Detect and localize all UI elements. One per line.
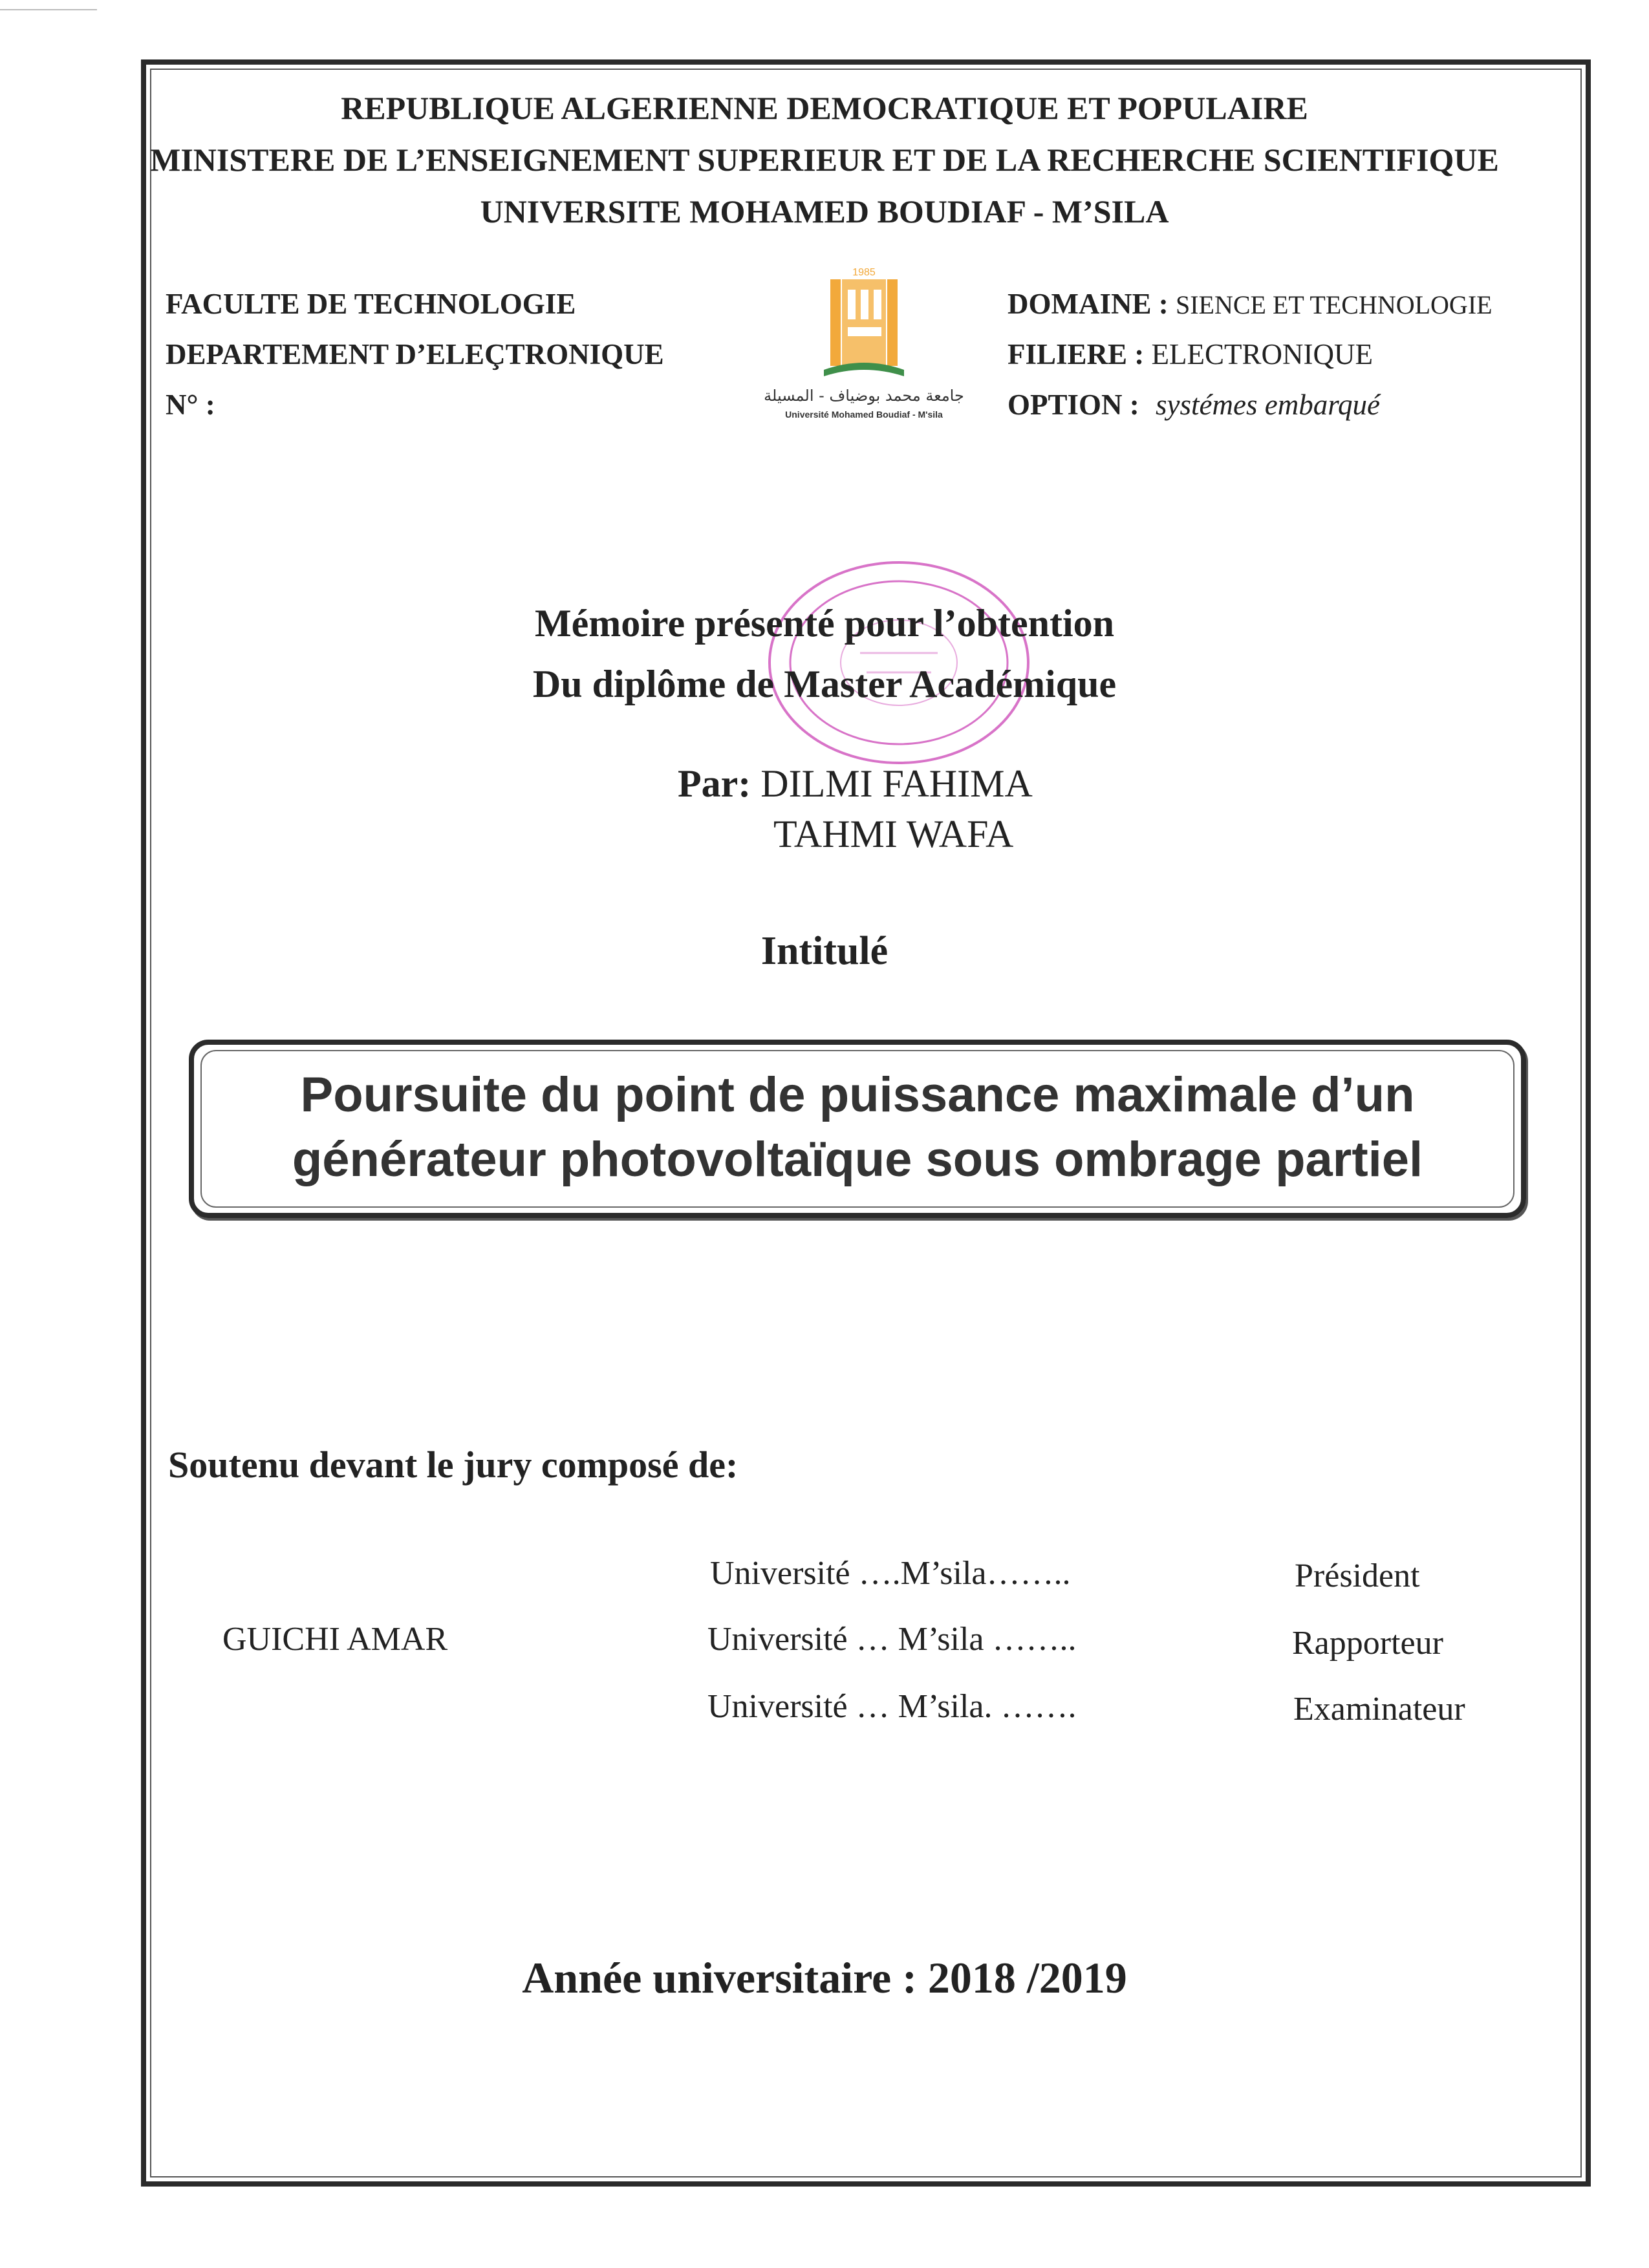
filiere-row [1008,337,1373,371]
option-row [1008,388,1380,422]
jury-university-3: Université … M’sila. ……. [707,1688,1077,1725]
author-1: DILMI FAHIMA [760,762,1033,805]
jury-role-3: Examinateur [1293,1691,1465,1728]
faculty-label: FACULTE DE TECHNOLOGIE [166,288,576,320]
jury-university-2: Université … M’sila …….. [707,1621,1077,1658]
logo-year: 1985 [852,267,876,278]
memoire-line-2: Du diplôme de Master Académique [532,663,1117,705]
memoire-line-1: Mémoire présenté pour l’obtention [535,602,1114,645]
intitule-label: Intitulé [760,929,889,973]
document-number: N° : [166,389,215,421]
jury-university-1: Université ….M’sila…….. [710,1555,1071,1592]
jury-name-2: GUICHI AMAR [222,1621,448,1658]
header-republic: REPUBLIQUE ALGERIENNE DEMOCRATIQUE ET POPULAIRE [341,90,1308,126]
par-label: Par: [678,762,751,805]
option-label: OPTION : [1008,389,1139,421]
filiere-value: ELECTRONIQUE [1151,338,1373,370]
thesis-title-line-2: générateur photovoltaïque sous ombrage partiel [292,1132,1423,1187]
jury-role-2: Rapporteur [1292,1625,1443,1662]
author-2: TAHMI WAFA [773,813,1014,855]
jury-role-1: Président [1295,1557,1420,1594]
thesis-title-line-1: Poursuite du point de puissance maximale d’un [300,1067,1415,1122]
academic-year: Année universitaire : 2018 /2019 [522,1953,1127,2002]
university-logo [754,265,974,427]
university-logo-graphic [754,265,974,427]
header-ministry: MINISTERE DE L’ENSEIGNEMENT SUPERIEUR ET DE LA RECHERCHE SCIENTIFIQUE [150,142,1499,178]
scan-artifact [0,9,97,10]
jury-heading: Soutenu devant le jury composé de: [168,1444,738,1486]
option-value: systémes embarqué [1156,389,1381,421]
authors-line-1 [678,762,1033,806]
filiere-label: FILIERE : [1008,338,1145,370]
domaine-label: DOMAINE : [1008,288,1169,320]
domaine-value: SIENCE ET TECHNOLOGIE [1175,290,1493,319]
department-label: DEPARTEMENT D’ELEÇTRONIQUE [166,338,664,370]
logo-latin-name: Université Mohamed Boudiaf - M'sila [785,409,943,420]
domaine-row [1008,287,1493,321]
header-university: UNIVERSITE MOHAMED BOUDIAF - M’SILA [480,193,1169,230]
logo-arabic-name: جامعة محمد بوضياف - المسيلة [764,387,964,405]
